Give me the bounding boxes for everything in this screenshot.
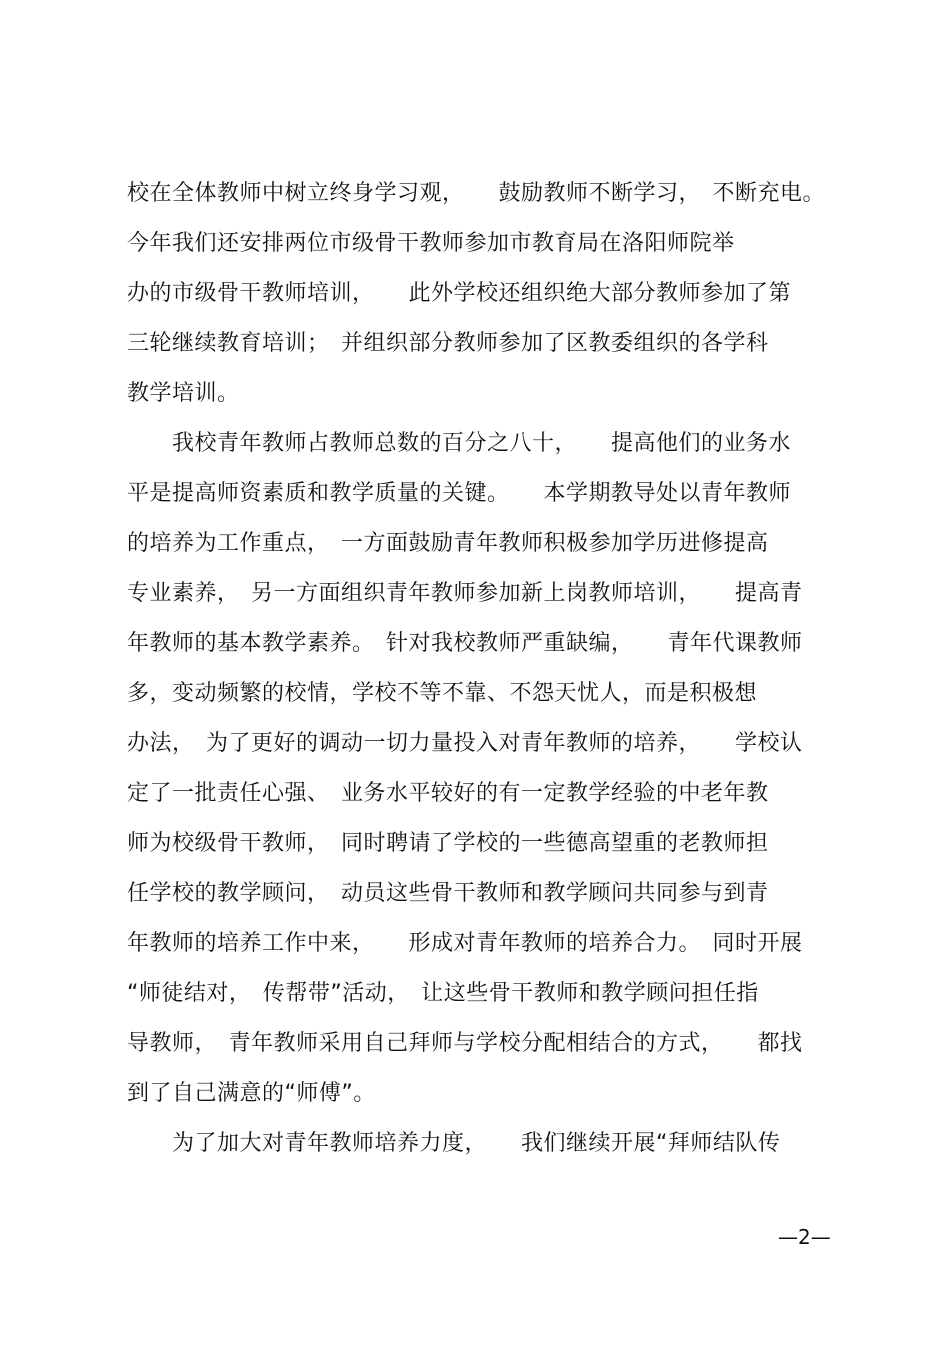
text-line: 年教师的培养工作中来， 形成对青年教师的培养合力。 同时开展 — [127, 931, 803, 956]
text-line: 我校青年教师占教师总数的百分之八十， 提高他们的业务水 — [127, 431, 792, 456]
text-line: 多，变动频繁的校情，学校不等不靠、不怨天忧人，而是积极想 — [127, 681, 758, 706]
text-line: 今年我们还安排两位市级骨干教师参加市教育局在洛阳师院举 — [127, 231, 735, 256]
text-line: 办的市级骨干教师培训， 此外学校还组织绝大部分教师参加了第 — [127, 281, 792, 306]
text-line: 办法， 为了更好的调动一切力量投入对青年教师的培养， 学校认 — [127, 731, 803, 756]
text-line: 师为校级骨干教师， 同时聘请了学校的一些德高望重的老教师担 — [127, 831, 769, 856]
text-line: 平是提高师资素质和教学质量的关键。 本学期教导处以青年教师 — [127, 481, 792, 506]
text-line: 教学培训。 — [127, 381, 240, 406]
text-line: 专业素养， 另一方面组织青年教师参加新上岗教师培训， 提高青 — [127, 581, 803, 606]
text-line: 定了一批责任心强、 业务水平较好的有一定教学经验的中老年教 — [127, 781, 769, 806]
text-line: 导教师， 青年教师采用自己拜师与学校分配相结合的方式， 都找 — [127, 1031, 803, 1056]
text-line: 三轮继续教育培训； 并组织部分教师参加了区教委组织的各学科 — [127, 331, 769, 356]
text-line: 年教师的基本教学素养。 针对我校教师严重缺编， 青年代课教师 — [127, 631, 803, 656]
text-line: 校在全体教师中树立终身学习观， 鼓励教师不断学习， 不断充电。 — [127, 181, 826, 206]
text-line: 为了加大对青年教师培养力度， 我们继续开展“拜师结队传 — [127, 1131, 781, 1156]
page-number: —2— — [778, 1225, 831, 1249]
text-line: 任学校的教学顾问， 动员这些骨干教师和教学顾问共同参与到青 — [127, 881, 769, 906]
text-line: 的培养为工作重点， 一方面鼓励青年教师积极参加学历进修提高 — [127, 531, 769, 556]
text-line: “师徒结对， 传帮带”活动， 让这些骨干教师和教学顾问担任指 — [127, 981, 759, 1006]
text-line: 到了自己满意的“师傅”。 — [127, 1081, 376, 1106]
